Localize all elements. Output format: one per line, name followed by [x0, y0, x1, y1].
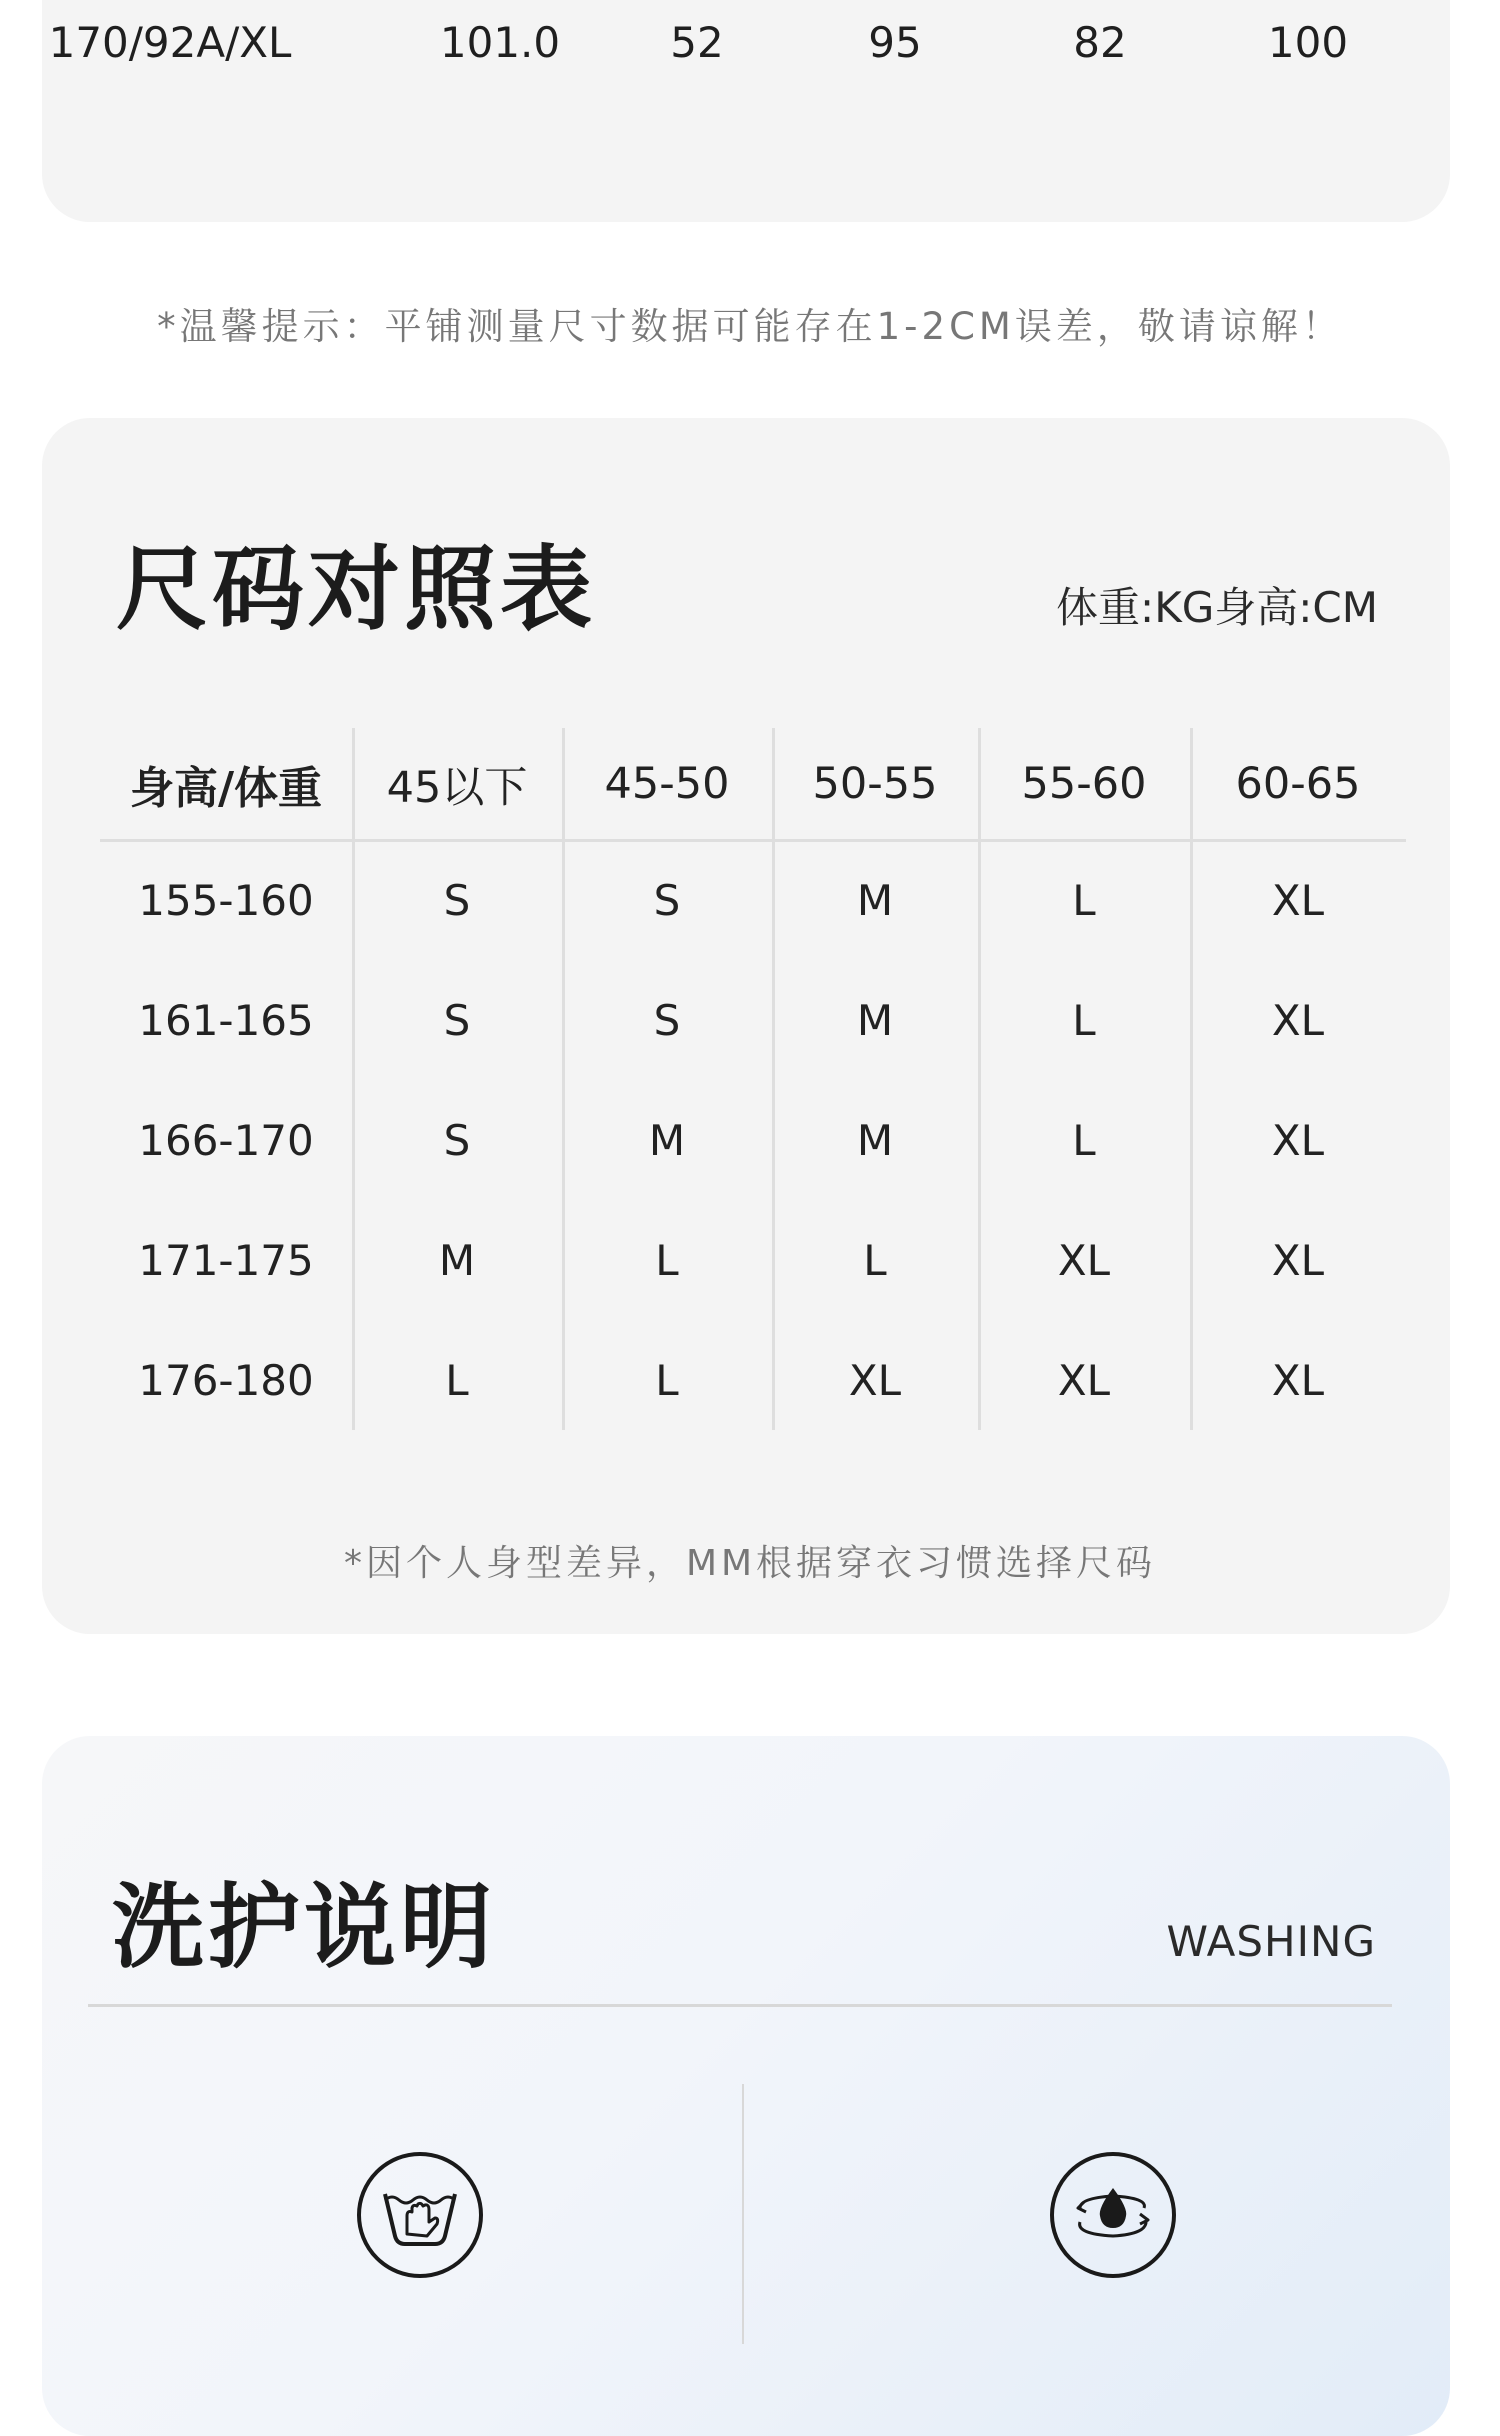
table-cell: L	[1072, 1115, 1096, 1165]
table-cell: M	[856, 1115, 894, 1165]
table-row	[100, 960, 1406, 1080]
table-cell: 155-160	[138, 875, 314, 925]
table-header-row	[100, 728, 1406, 840]
table-cell: XL	[1271, 1115, 1325, 1165]
table-cell: 161-165	[138, 995, 314, 1045]
table-cell: S	[653, 995, 681, 1045]
header-cell: 55-60	[1021, 759, 1147, 809]
header-cell: 身高/体重	[129, 763, 323, 814]
size-detail-cell: 82	[1073, 18, 1127, 67]
size-detail-cell: 101.0	[439, 18, 561, 67]
size-choice-tip: *因个人身型差异，MM根据穿衣习惯选择尺码	[343, 1543, 1157, 1584]
table-cell: S	[443, 995, 471, 1045]
table-cell: 171-175	[138, 1235, 314, 1285]
size-detail-cell: 170/92A/XL	[48, 18, 292, 67]
size-detail-cell: 52	[670, 18, 724, 67]
table-cell: M	[856, 995, 894, 1045]
table-row	[100, 840, 1406, 960]
table-cell: XL	[1271, 1235, 1325, 1285]
size-detail-cell: 100	[1267, 18, 1349, 67]
table-cell: S	[443, 875, 471, 925]
table-cell: XL	[1271, 995, 1325, 1045]
table-cell: 166-170	[138, 1115, 314, 1165]
table-cell: XL	[1271, 875, 1325, 925]
table-row	[100, 1320, 1406, 1440]
header-cell: 60-65	[1235, 759, 1361, 809]
table-cell: M	[648, 1115, 686, 1165]
table-cell: S	[443, 1115, 471, 1165]
header-cell: 45-50	[604, 759, 730, 809]
table-cell: XL	[1271, 1355, 1325, 1405]
table-cell: L	[445, 1355, 469, 1405]
size-chart-table	[100, 728, 1406, 1440]
table-cell: XL	[1057, 1355, 1111, 1405]
washing-column-divider	[742, 2084, 744, 2344]
table-cell: 176-180	[138, 1355, 314, 1405]
table-cell: S	[653, 875, 681, 925]
table-cell: L	[863, 1235, 887, 1285]
washing-card	[42, 1736, 1450, 2436]
table-cell: XL	[1057, 1235, 1111, 1285]
header-cell: 45以下	[386, 762, 528, 813]
spin-dry-icon	[1048, 2150, 1178, 2280]
size-chart-unit: 体重:KG身高:CM	[1056, 583, 1378, 632]
table-row	[100, 1200, 1406, 1320]
table-cell: M	[438, 1235, 476, 1285]
size-detail-last-row	[42, 12, 1450, 74]
table-cell: L	[655, 1235, 679, 1285]
table-cell: XL	[848, 1355, 902, 1405]
measurement-tip: *温馨提示：平铺测量尺寸数据可能存在1-2CM误差，敬请谅解！	[157, 305, 1343, 348]
table-row	[100, 1080, 1406, 1200]
washing-subtitle: WASHING	[1166, 1917, 1376, 1966]
size-detail-cell: 95	[868, 18, 922, 67]
header-cell: 50-55	[812, 759, 938, 809]
size-chart-title: 尺码对照表	[116, 536, 597, 643]
table-cell: L	[655, 1355, 679, 1405]
table-cell: L	[1072, 875, 1096, 925]
table-cell: L	[1072, 995, 1096, 1045]
hand-wash-icon	[355, 2150, 485, 2280]
washing-title: 洗护说明	[112, 1874, 497, 1981]
table-cell: M	[856, 875, 894, 925]
washing-divider-line	[88, 2004, 1392, 2007]
